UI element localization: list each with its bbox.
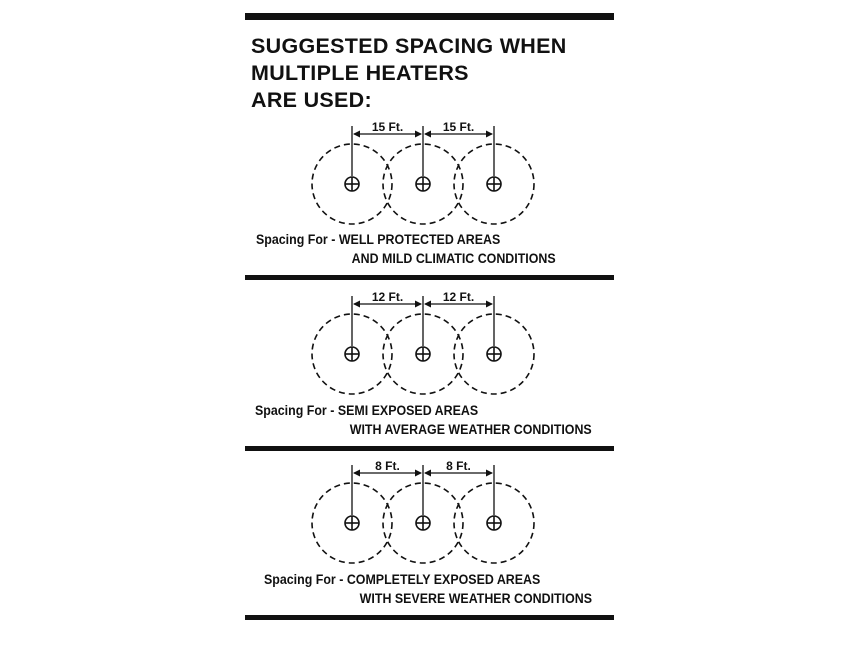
spacing-label: 8 Ft.	[375, 459, 400, 473]
arrow-right-icon	[486, 470, 493, 477]
arrow-left-icon	[353, 131, 360, 138]
heater-symbol-icon	[345, 516, 359, 530]
heater-symbol-icon	[487, 516, 501, 530]
caption-1	[256, 230, 556, 268]
heater-symbol-icon	[416, 177, 430, 191]
title-line-3: ARE USED:	[251, 88, 372, 112]
arrow-left-icon	[353, 301, 360, 308]
arrow-left-icon	[424, 470, 431, 477]
separator-rule	[245, 446, 614, 451]
caption-prefix: Spacing For -	[255, 403, 338, 418]
caption-line-2: WITH AVERAGE WEATHER CONDITIONS	[349, 422, 592, 437]
arrow-right-icon	[486, 301, 493, 308]
spacing-label: 12 Ft.	[442, 290, 475, 304]
arrow-right-icon	[415, 301, 422, 308]
caption-line-1: SEMI EXPOSED AREAS	[337, 403, 479, 418]
spacing-label: 12 Ft.	[371, 290, 404, 304]
heater-symbol-icon	[345, 347, 359, 361]
caption-line-2: WITH SEVERE WEATHER CONDITIONS	[359, 591, 592, 606]
caption-prefix: Spacing For -	[264, 572, 347, 587]
arrow-left-icon	[353, 470, 360, 477]
bottom-rule	[245, 615, 614, 620]
separator-rule	[245, 275, 614, 280]
arrow-right-icon	[415, 131, 422, 138]
caption-line-1: COMPLETELY EXPOSED AREAS	[346, 572, 541, 587]
heater-symbol-icon	[416, 347, 430, 361]
caption-line-2: AND MILD CLIMATIC CONDITIONS	[351, 251, 556, 266]
spacing-label: 15 Ft.	[371, 120, 404, 134]
heater-symbol-icon	[487, 177, 501, 191]
top-rule	[245, 13, 614, 20]
arrow-left-icon	[424, 301, 431, 308]
heater-symbol-icon	[416, 516, 430, 530]
caption-3	[264, 570, 592, 608]
caption-prefix: Spacing For -	[256, 232, 339, 247]
arrow-right-icon	[415, 470, 422, 477]
heater-symbol-icon	[487, 347, 501, 361]
title-line-2: MULTIPLE HEATERS	[251, 61, 469, 85]
heater-symbol-icon	[345, 177, 359, 191]
caption-line-1: WELL PROTECTED AREAS	[338, 232, 501, 247]
title-line-1: SUGGESTED SPACING WHEN	[251, 34, 567, 58]
spacing-label: 8 Ft.	[446, 459, 471, 473]
spacing-label: 15 Ft.	[442, 120, 475, 134]
arrow-left-icon	[424, 131, 431, 138]
caption-2	[255, 401, 592, 439]
arrow-right-icon	[486, 131, 493, 138]
page-title	[251, 33, 616, 114]
